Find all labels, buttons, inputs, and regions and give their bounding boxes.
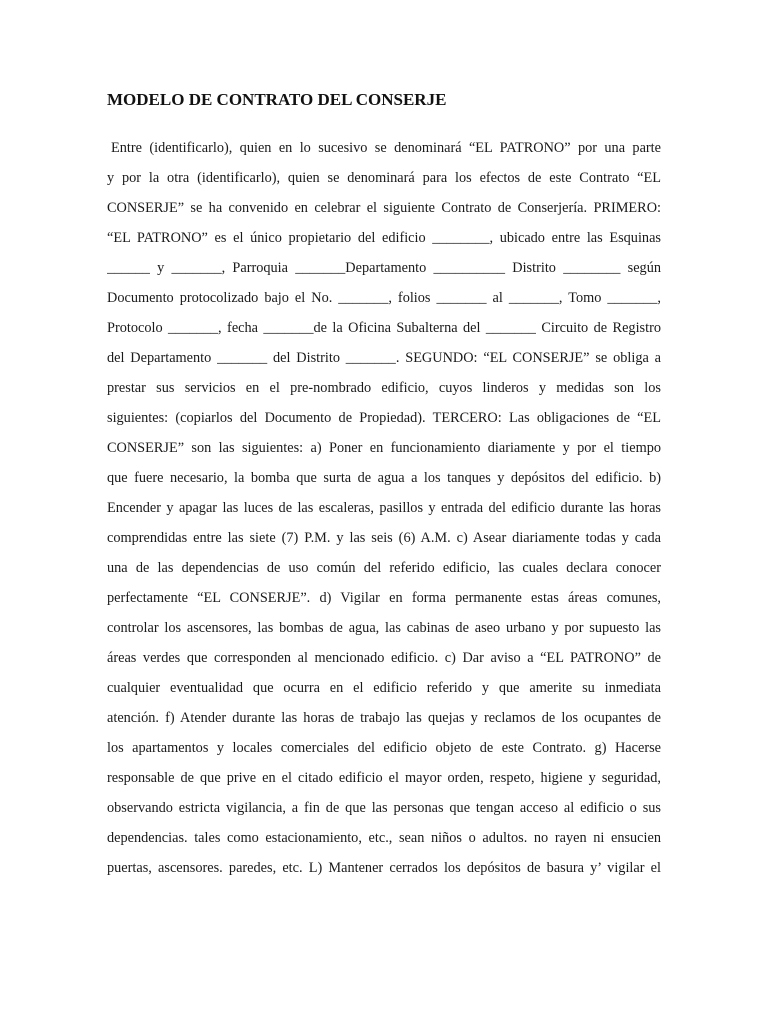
- body-line: que fuere necesario, la bomba que surta de agua a los tanques y depósitos del edificio. b): [107, 470, 661, 486]
- contract-body: [107, 133, 661, 883]
- body-line: puertas, ascensores. paredes, etc. L) Mantener cerrados los depósitos de basura y’ vigilar el: [107, 860, 661, 876]
- body-line: cualquier eventualidad que ocurra en el edificio referido y que amerite su inmediata: [107, 680, 661, 696]
- body-line: atención. f) Atender durante las horas de trabajo las quejas y reclamos de los ocupantes de: [107, 710, 661, 726]
- body-line: y por la otra (identificarlo), quien se denominará para los efectos de este Contrato “EL: [107, 170, 661, 186]
- body-line: Protocolo _______, fecha _______de la Oficina Subalterna del _______ Circuito de Registro: [107, 320, 661, 336]
- body-line: siguientes: (copiarlos del Documento de Propiedad). TERCERO: Las obligaciones de “EL: [107, 410, 661, 426]
- body-line: observando estricta vigilancia, a fin de que las personas que tengan acceso al edificio o sus: [107, 800, 661, 816]
- body-line: dependencias. tales como estacionamiento, etc., sean niños o adultos. no rayen ni ensucien: [107, 830, 661, 846]
- body-line: CONSERJE” se ha convenido en celebrar el siguiente Contrato de Conserjería. PRIMERO:: [107, 200, 661, 216]
- body-line: los apartamentos y locales comerciales del edificio objeto de este Contrato. g) Hacerse: [107, 740, 661, 756]
- body-line: ______ y _______, Parroquia _______Departamento __________ Distrito ________ según: [107, 260, 661, 276]
- body-line: controlar los ascensores, las bombas de agua, las cabinas de aseo urbano y por supuesto las: [107, 620, 661, 636]
- body-line: Encender y apagar las luces de las escaleras, pasillos y entrada del edificio durante las horas: [107, 500, 661, 516]
- body-line: áreas verdes que corresponden al mencionado edificio. c) Dar aviso a “EL PATRONO” de: [107, 650, 661, 666]
- body-line: perfectamente “EL CONSERJE”. d) Vigilar en forma permanente estas áreas comunes,: [107, 590, 661, 606]
- body-line: Entre (identificarlo), quien en lo sucesivo se denominará “EL PATRONO” por una parte: [111, 140, 661, 156]
- body-line: CONSERJE” son las siguientes: a) Poner en funcionamiento diariamente y por el tiempo: [107, 440, 661, 456]
- body-line: “EL PATRONO” es el único propietario del edificio ________, ubicado entre las Esquinas: [107, 230, 661, 246]
- document-title: MODELO DE CONTRATO DEL CONSERJE: [107, 90, 447, 109]
- body-line: del Departamento _______ del Distrito _______. SEGUNDO: “EL CONSERJE” se obliga a: [107, 350, 661, 366]
- body-line: comprendidas entre las siete (7) P.M. y las seis (6) A.M. c) Asear diariamente todas y cada: [107, 530, 661, 546]
- body-line: responsable de que prive en el citado edificio el mayor orden, respeto, higiene y seguridad,: [107, 770, 661, 786]
- body-line: Documento protocolizado bajo el No. _______, folios _______ al _______, Tomo _______,: [107, 290, 661, 306]
- body-line: una de las dependencias de uso común del referido edificio, las cuales declara conocer: [107, 560, 661, 576]
- body-line: prestar sus servicios en el pre-nombrado edificio, cuyos linderos y medidas son los: [107, 380, 661, 396]
